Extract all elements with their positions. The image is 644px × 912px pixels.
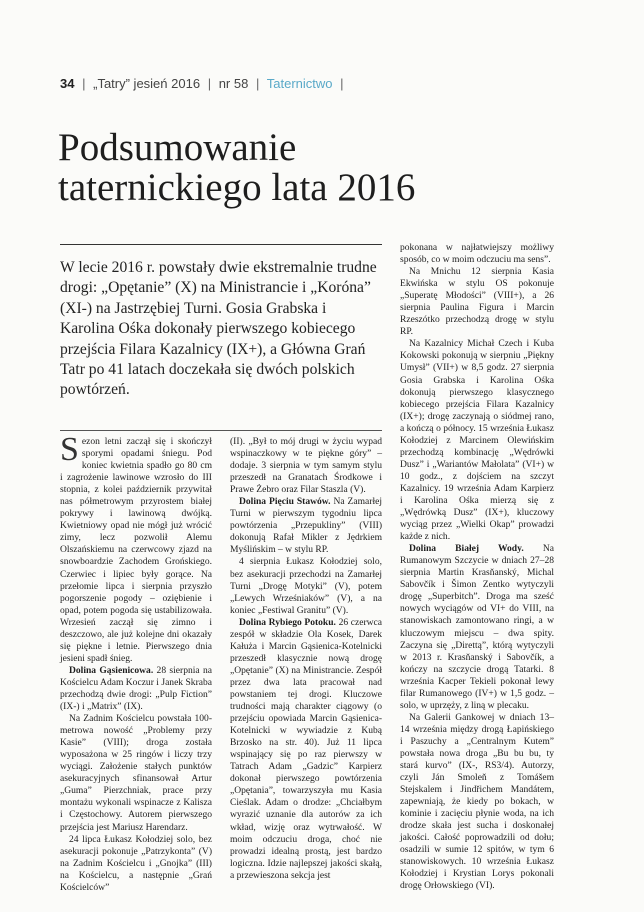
text-column-3	[400, 242, 554, 893]
header-separator: |	[207, 76, 212, 91]
paragraph	[230, 617, 382, 882]
subheading: Dolina Białej Wody.	[409, 543, 524, 555]
paragraph: Na Kazalnicy Michał Czech i Kuba Kokowski pokonują w sierpniu „Piękny Umysł” (VII+) w 8,5 godz. 27 sierpnia Gosia Grabska i Karolina Ośka dokonują pierwszego klasycznego kobiecego przejścia Filara Kazalnicy (IX+); drogę zaczynają o siódmej rano, a kończą o północy. 15 września Łukasz Kołodziej z Marcinem Olewińskim przechodzą kombinację „Wędrówki Dusz” i „Wariantów Małolata” (VI+) w 10 godz., z dojściem na szczyt Kazalnicy. 19 września Adam Karpierz i Karolina Ośka mierzą się z „Wędrówką Dusz” (IX+), kluczowy wyciąg przez „Wielki Okap” prowadzi każde z nich.	[400, 338, 554, 543]
paragraph: Na Galerii Gankowej w dniach 13–14 września między drogą Łapińskiego i Paszuchy a „Centralnym Kutem” powstała nowa droga „Bu bu bu, ty stará kurvo” (IX-, RS3/4). Autorzy, czyli Ján Smoleň z Tomášem Stejskalem i Jindřichem Mandátem, zapewniają, że kiedy po bokach, w kominie i zacięciu płynie woda, na ich drodze skała jest sucha i doskonałej jakości. Całość poprowadzili od dołu; osadzili w sumie 12 spitów, w tym 6 stanowiskowych. 10 września Łukasz Kołodziej i Krystian Lorys pokonali drogę Orłowskiego (VI).	[400, 711, 554, 892]
paragraph-text: 26 czerwca zespół w składzie Ola Kosek, Darek Kałuża i Marcin Gąsienica-Kotelnicki przeszedł klasycznie nową drogę „Opętanie” (X) na Ministrancie. Zespół przez dwa lata pracował nad powstaniem tej drogi. Kluczowe trudności mają charakter ciągowy (o przejściu opowiada Marcin Gąsienica-Kotelnicki w wywiadzie z Kubą Brzosko na str. 40). Już 11 lipca wspinający się po raz pierwszy w Tatrach Adam „Gadzic” Karpierz dokonał pierwszego powtórzenia „Opętania”, towarzyszyła mu Kasia Cieślak. Adam o drodze: „Chciałbym wyrazić uznanie dla autorów za ich wkład, wizję oraz wytrwałość. W moim odczuciu droga, choć nie prowadzi idealną prostą, jest bardzo logiczna. Idzie najlepszej jakości skałą, a przewieszona sekcja jest	[230, 616, 382, 881]
lead-bottom-rule	[60, 430, 382, 431]
paragraph: pokonana w najłatwiejszy możliwy sposób, co w moim odczuciu ma sens”.	[400, 242, 554, 266]
header-separator: |	[82, 76, 86, 91]
page-number: 34	[60, 76, 75, 91]
header-separator: |	[340, 76, 344, 91]
subheading: Dolina Rybiego Potoku.	[239, 616, 336, 628]
title-line-1: Podsumowanie	[58, 126, 297, 169]
title-line-2: taternickiego lata 2016	[58, 166, 416, 209]
section-name: Taternictwo	[266, 76, 333, 91]
paragraph: Na Mnichu 12 sierpnia Kasia Ekwińska w stylu OS pokonuje „Superatę Młodości” (VIII+), a 26 sierpnia Paulina Figura i Marcin Rzeszótko przechodzą drogę w stylu RP.	[400, 266, 554, 338]
paragraph	[60, 431, 212, 665]
paragraph: (II). „Był to mój drugi w życiu wypad wspinaczkowy w te piękne góry” – dodaje. 3 sierpnia w tym samym stylu przeszedł na Granatach Środkowe i Prawe Żebro oraz Filar Staszla (V).	[230, 436, 382, 496]
article-title	[58, 128, 415, 208]
subheading: Dolina Pięciu Stawów.	[239, 496, 331, 508]
paragraph-text: ezon letni zaczął się i skończył sporymi opadami śniegu. Pod koniec kwietnia spadło go 80 cm i zagrożenie lawinowe wzrosło do III stopnia, z kolei październik przywitał nas półmetrowym przyrostem białej pokrywy i lawinową dwójką. Kwietniowy opad nie mógł już wrócić zimy, lecz pozwolił Alemu Olszańskiemu na czerwcowy zjazd na snowboardzie Zachodem Grońskiego. Czerwiec i lipiec były gorące. Na przełomie lipca i sierpnia przyszło pogorszenie pogody – oziębienie i opad, potem pogoda się ustabilizowała. Wrzesień zaczął się zimno i deszczowo, ale już kolejne dni okazały się piękne i letnie. Pierwszego dnia jesieni spadł śnieg.	[60, 436, 212, 664]
issue-number: nr 58	[218, 76, 249, 91]
text-column-1	[60, 431, 212, 894]
paragraph	[400, 543, 554, 712]
paragraph-text: 28 sierpnia na Kościelcu Adam Koczur i Janek Skraba przechodzą dwie drogi: „Pulp Fiction” (IX-) i „Matrix” (IX).	[60, 664, 212, 713]
paragraph-text: Na Rumanowym Szczycie w dniach 27–28 sierpnia Martin Krasňanský, Michal Sabovčík i Šimon Zentko wytyczyli drogę „Superbitch”. Droga ma sześć nowych wyciągów od VI+ do VIII, na stanowiskach zamontowano ringi, a w kluczowym miejscu – dwa spity. Zaczyna się „Direttą”, którą wytyczyli w 2013 r. Krasňanský i Sabovčík, a kończy na szczycie drogą Tatarki. 8 września Kacper Tekieli pokonał lewy filar Rumanowego (IV+) w 1,5 godz. – solo, w uprzęży, z liną w plecaku.	[400, 543, 554, 711]
page-header	[60, 76, 348, 91]
paragraph: 4 sierpnia Łukasz Kołodziej solo, bez asekuracji przechodzi na Zamarłej Turni „Drogę Motyki” (V), potem „Lewych Wrześniaków” (V), a na koniec „Festiwal Granitu” (V).	[230, 556, 382, 616]
drop-cap: S	[60, 431, 79, 468]
magazine-name: „Tatry” jesień 2016	[93, 76, 201, 91]
paragraph	[230, 496, 382, 556]
paragraph: Na Zadnim Kościelcu powstała 100-metrowa nowość „Problemy przy Kasie” (VIII); droga została wyposażona w 25 ringów i liczy trzy wyciągi. Założenie stałych punktów asekuracyjnych sfinansował Artur „Guma” Pierzchniak, prace przy montażu wykonali wspinacze z Kalisza i Częstochowy. Autorem pierwszego przejścia jest Mariusz Harendarz.	[60, 713, 212, 833]
article-lead: W lecie 2016 r. powstały dwie ekstremalnie trudne drogi: „Opętanie” (X) na Ministrancie i „Koróna” (XI-) na Jastrzębiej Turni. Gosia Grabska i Karolina Ośka dokonały pierwszego kobiecego przejścia Filara Kazalnicy (IX+), a Główna Grań Tatr po 41 latach doczekała się dwóch polskich powtórzeń.	[60, 259, 377, 399]
header-separator: |	[255, 76, 260, 91]
lead-top-rule	[60, 244, 382, 245]
paragraph-text: Na Zamarłej Turni w pierwszym tygodniu lipca powtórzenia „Przepukliny” (VIII) dokonują Rafał Mikler z Jędrkiem Myślińskim – w stylu RP.	[230, 496, 382, 556]
text-column-2	[230, 436, 382, 882]
paragraph: 24 lipca Łukasz Kołodziej solo, bez asekuracji pokonuje „Patrzykonta” (V) na Zadnim Kościelcu i „Gnojka” (III) na Kościelcu, a następnie „Grań Kościelców”	[60, 833, 212, 893]
paragraph	[60, 665, 212, 713]
subheading: Dolina Gąsienicowa.	[69, 664, 154, 676]
